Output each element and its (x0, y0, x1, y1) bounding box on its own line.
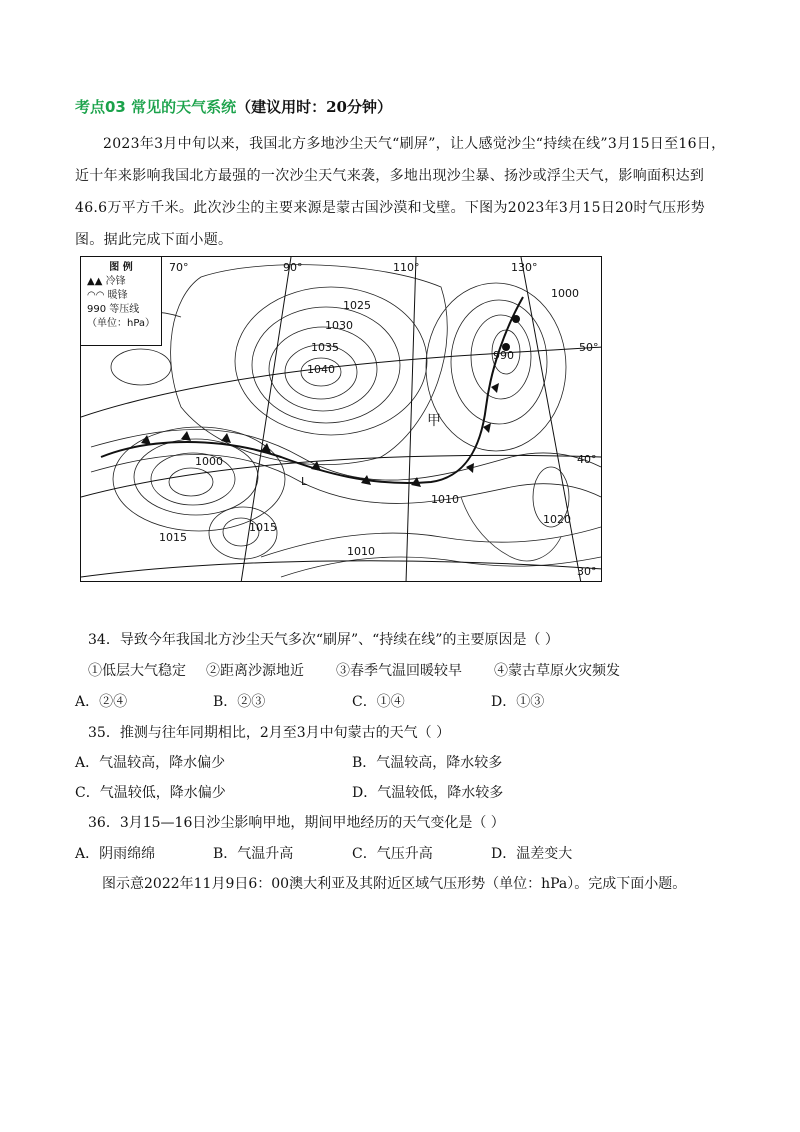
q35-option-b[interactable]: B．气温较高，降水较多 (352, 755, 503, 771)
q36-option-a[interactable]: A．阴雨绵绵 (75, 846, 156, 862)
lon-label-130: 130° (511, 261, 538, 274)
q34-item: ④蒙古草原火灾频发 (494, 663, 620, 679)
q35-stem: 35．推测与往年同期相比，2月至3月中旬蒙古的天气（ ） (88, 725, 451, 741)
pressure-map (80, 256, 602, 582)
front-mark-L: L (301, 475, 308, 488)
isobar-label: 1040 (307, 363, 335, 376)
latitude-50 (81, 347, 602, 417)
legend-warm-front: ◠◠ 暖锋 (87, 290, 128, 301)
map-legend (81, 257, 162, 346)
q36-option-c[interactable]: C．气压升高 (352, 846, 433, 862)
q36-option-b[interactable]: B．气温升高 (213, 846, 294, 862)
legend-unit: （单位：hPa） (87, 318, 156, 329)
q34-option-b[interactable]: B．②③ (213, 694, 266, 710)
warm-front-symbol: ◠◠ (87, 290, 105, 301)
section-tag: 考点03 常见的天气系统 (75, 98, 237, 116)
q35-option-c[interactable]: C．气温较低，降水偏少 (75, 785, 226, 801)
isobar-line (261, 527, 601, 557)
lat-label-50: 50° (579, 341, 599, 354)
isobar-ring (111, 349, 171, 385)
isobar-label: 1015 (249, 521, 277, 534)
isobar-label: 1010 (347, 545, 375, 558)
q34-option-d[interactable]: D．①③ (491, 694, 545, 710)
q34-item: ②距离沙源地近 (206, 663, 304, 679)
q35-option-d[interactable]: D．气温较低，降水较多 (352, 785, 504, 801)
next-intro: 图示意2022年11月9日6：00澳大利亚及其附近区域气压形势（单位：hPa）。完成下面小题。 (102, 876, 687, 892)
q34-item: ①低层大气稳定 (88, 663, 186, 679)
isobar-label: 990 (493, 349, 514, 362)
latitude-30 (81, 561, 602, 577)
lon-label-110: 110° (393, 261, 420, 274)
isobar-ring (134, 439, 258, 515)
isobar-line (281, 557, 601, 577)
q35-option-a[interactable]: A．气温较高，降水偏少 (75, 755, 226, 771)
q34-stem: 34．导致今年我国北方沙尘天气多次“刷屏”、“持续在线”的主要原因是（ ） (88, 632, 559, 648)
place-jia: 甲 (427, 413, 441, 429)
section-heading (75, 96, 392, 117)
isobar-label: 1015 (159, 531, 187, 544)
meridian-110 (406, 257, 416, 582)
isobar-label: 1000 (195, 455, 223, 468)
cold-front-symbol: ▲▲ (87, 276, 103, 287)
lon-label-90: 90° (283, 261, 303, 274)
coastline (461, 497, 561, 561)
isobar-label: 1010 (431, 493, 459, 506)
legend-isobar: 990 等压线 (87, 304, 140, 315)
q34-option-a[interactable]: A．②④ (75, 694, 128, 710)
q36-stem: 36．3月15—16日沙尘影响甲地，期间甲地经历的天气变化是（ ） (88, 815, 505, 831)
meridian-130 (521, 257, 581, 582)
lat-label-30: 30° (577, 565, 597, 578)
lon-label-70: 70° (169, 261, 189, 274)
q36-option-d[interactable]: D．温差变大 (491, 846, 573, 862)
isobar-label: 1000 (551, 287, 579, 300)
isobar-line (91, 430, 601, 481)
legend-cold-front: ▲▲ 冷锋 (87, 276, 126, 287)
isobar-label: 1025 (343, 299, 371, 312)
isobar-label: 1020 (543, 513, 571, 526)
q34-option-c[interactable]: C．①④ (352, 694, 405, 710)
legend-title: 图 例 (109, 262, 133, 273)
section-note: （建议用时：20分钟） (236, 98, 392, 116)
intro-paragraph: 2023年3月中旬以来，我国北方多地沙尘天气“刷屏”，让人感觉沙尘“持续在线”3月15日至16日，近十年来影响我国北方最强的一次沙尘天气来袭，多地出现沙尘暴、扬沙或浮尘天气，影响面积达到46.6万平方千米。此次沙尘的主要来源是蒙古国沙漠和戈壁。下图为2023年3月15日20时气压形势图。据此完成下面小题。 (75, 136, 726, 248)
lat-label-40: 40° (577, 453, 597, 466)
isobar-label: 1030 (325, 319, 353, 332)
q34-item: ③春季气温回暖较早 (336, 663, 462, 679)
isobar-label: 1035 (311, 341, 339, 354)
